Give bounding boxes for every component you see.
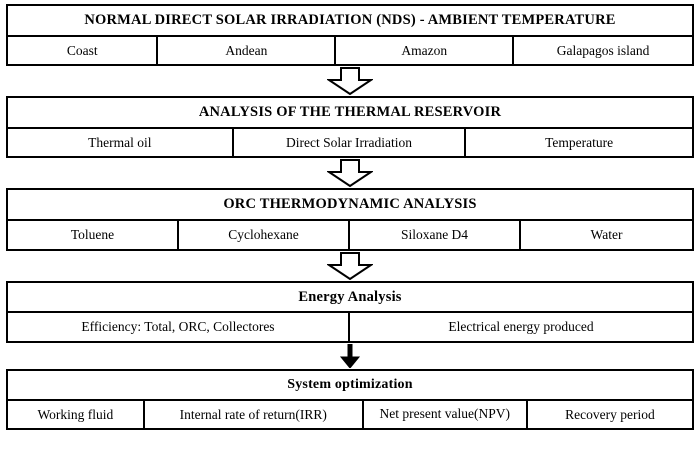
stage-3-cell-2: Cyclohexane [179,221,350,249]
stage-1-cell-1: Coast [8,37,158,65]
stage-1-row [8,37,692,65]
stage-1-block [6,4,694,66]
stage-5-block [6,369,694,431]
arrow-3-wrap [6,251,694,281]
stage-4-block [6,281,694,343]
stage-5-cell-4: Recovery period [565,406,655,422]
stage-3-block [6,188,694,250]
stage-3-cell-3: Siloxane D4 [350,221,521,249]
stage-4-cell-1: Efficiency: Total, ORC, Collectores [8,313,350,341]
stage-3-cell-1: Toluene [8,221,179,249]
stage-1-cell-2: Andean [158,37,336,65]
stage-5-title: System optimization [8,371,692,401]
arrow-1-wrap [6,66,694,96]
stage-5-cell-2: Internal rate of return(IRR) [145,401,364,429]
stage-3-title: ORC THERMODYNAMIC ANALYSIS [8,190,692,221]
stage-4-cell-2: Electrical energy produced [448,319,594,335]
stage-1-cell-3: Amazon [336,37,514,65]
down-arrow-icon [327,252,373,280]
down-arrow-icon [327,67,373,95]
arrow-2-wrap [6,158,694,188]
stage-3-cell-4: Water [590,227,623,243]
stage-5-cell-3: Net present value(NPV) [364,401,528,429]
stage-2-cell-2: Direct Solar Irradiation [234,129,467,157]
stage-1-title: NORMAL DIRECT SOLAR IRRADIATION (NDS) - AMBIENT TEMPERATURE [8,6,692,37]
stage-2-title: ANALYSIS OF THE THERMAL RESERVOIR [8,98,692,129]
stage-1-cell-4: Galapagos island [556,42,650,58]
stage-4-title: Energy Analysis [8,283,692,314]
stage-2-cell-3: Temperature [545,134,614,150]
stage-2-block [6,96,694,158]
stage-2-cell-1: Thermal oil [8,129,234,157]
stage-5-row [8,401,692,429]
down-arrow-icon [338,344,362,368]
stage-3-row [8,221,692,249]
stage-4-row [8,313,692,341]
stage-5-cell-1: Working fluid [8,401,145,429]
arrow-4-wrap [6,343,694,369]
diagram-stage [6,4,694,430]
down-arrow-icon [327,159,373,187]
stage-2-row [8,129,692,157]
